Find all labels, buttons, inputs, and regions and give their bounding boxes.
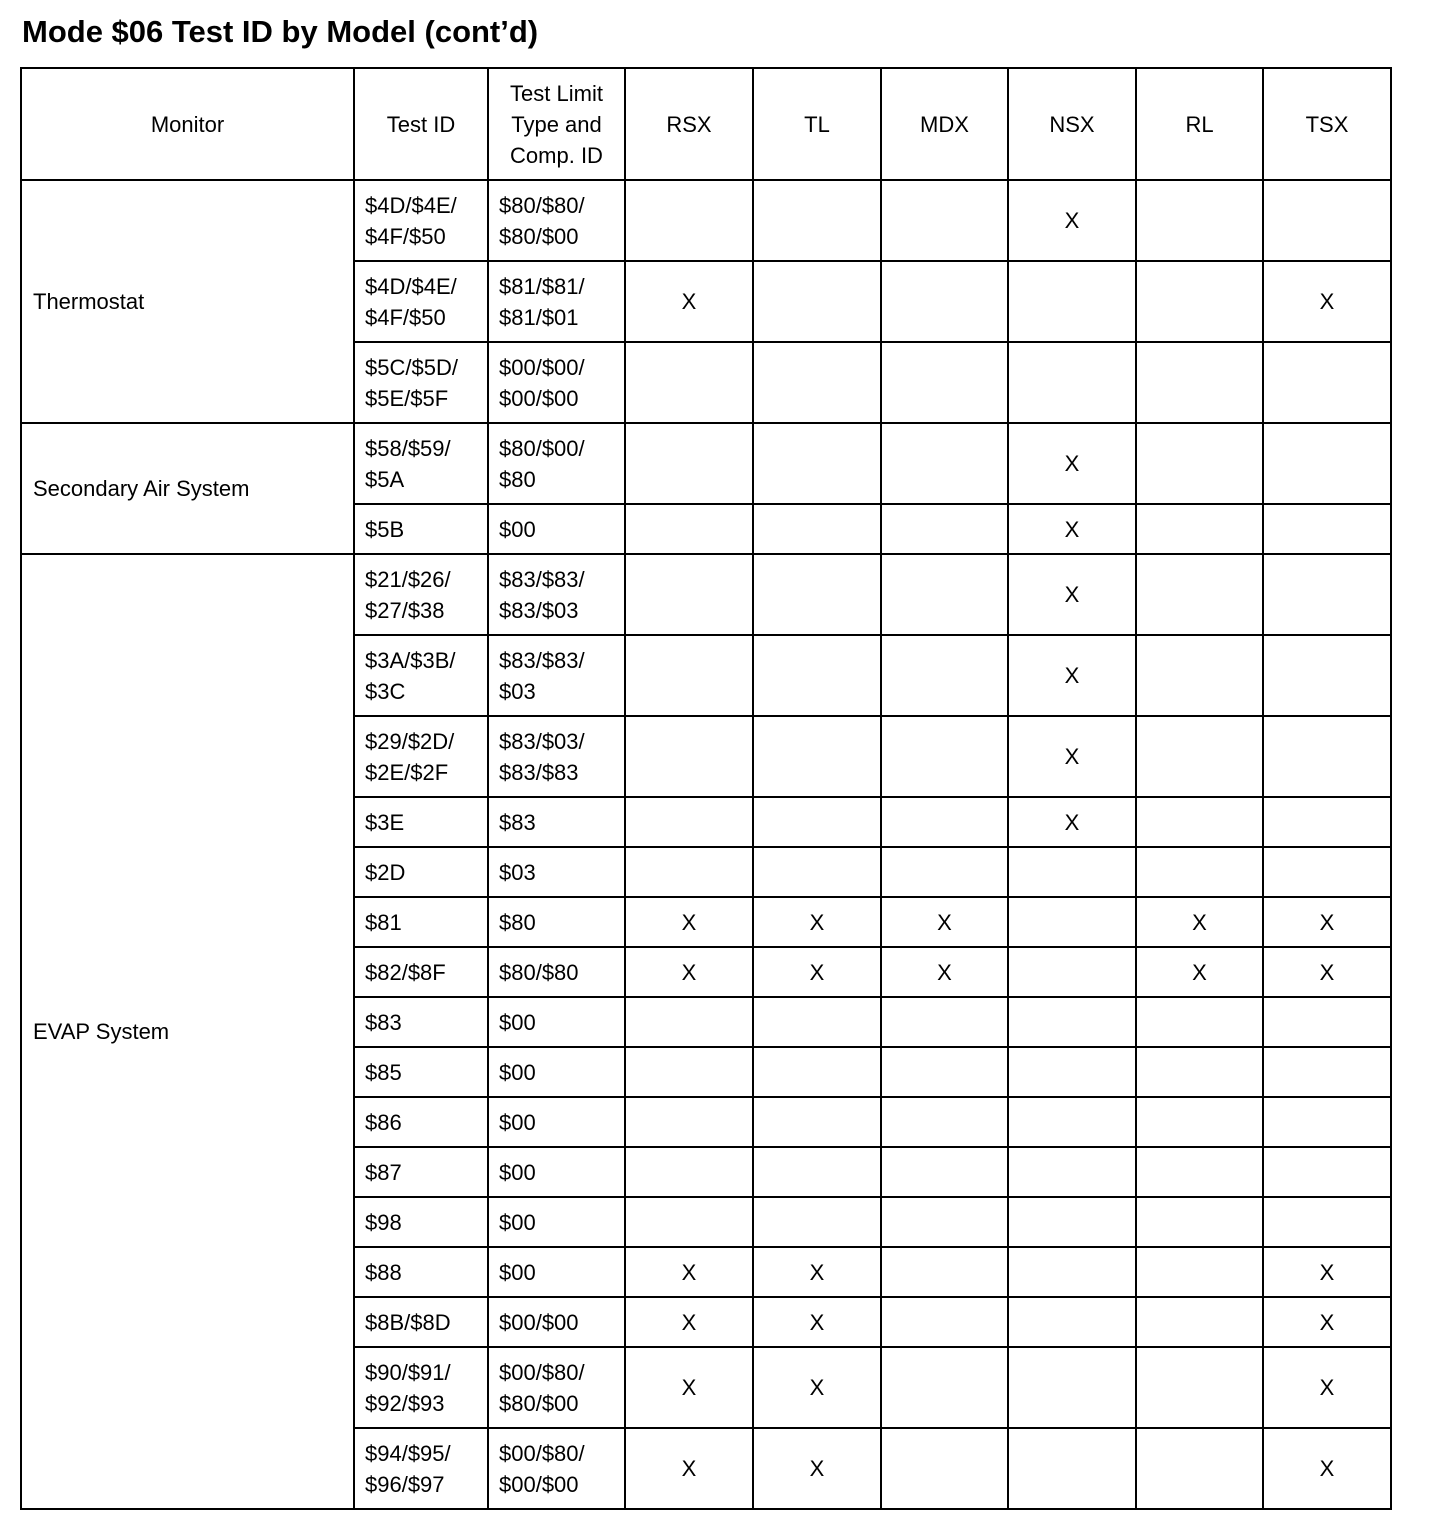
monitor-cell: Thermostat — [21, 180, 354, 423]
test-limit-value: $80/$00/ $80 — [499, 435, 585, 492]
mark-cell-tl — [753, 504, 881, 554]
mark-cell-rl: X — [1136, 947, 1263, 997]
test-limit-cell — [488, 635, 625, 716]
mark-cell-nsx — [1008, 897, 1136, 947]
mark-cell-rl — [1136, 1247, 1263, 1297]
mark-cell-tl: X — [753, 1347, 881, 1428]
mark-cell-mdx — [881, 635, 1008, 716]
mark-cell-tsx: X — [1263, 1297, 1391, 1347]
mark-cell-rsx — [625, 716, 753, 797]
mark-cell-nsx — [1008, 1428, 1136, 1509]
test-id-cell — [354, 1047, 488, 1097]
test-id-cell — [354, 180, 488, 261]
mark-cell-tl — [753, 847, 881, 897]
test-id-value: $2D — [365, 859, 406, 885]
mark-cell-rl — [1136, 1347, 1263, 1428]
test-limit-value: $00/$00 — [499, 1309, 579, 1335]
mark-cell-tsx — [1263, 635, 1391, 716]
test-id-value: $3A/$3B/ $3C — [365, 647, 456, 704]
mark-cell-rl — [1136, 1297, 1263, 1347]
monitor-cell: EVAP System — [21, 554, 354, 1509]
test-limit-value: $00/$80/ $00/$00 — [499, 1440, 585, 1497]
test-limit-cell — [488, 847, 625, 897]
mark-cell-rsx — [625, 1197, 753, 1247]
mark-cell-rl — [1136, 716, 1263, 797]
header-monitor: Monitor — [21, 68, 354, 180]
mark-cell-nsx — [1008, 1297, 1136, 1347]
test-limit-value: $00 — [499, 1109, 536, 1135]
table-row — [21, 180, 1391, 261]
test-id-value: $94/$95/ $96/$97 — [365, 1440, 451, 1497]
mark-cell-tsx: X — [1263, 1347, 1391, 1428]
mark-cell-tsx — [1263, 716, 1391, 797]
test-id-value: $86 — [365, 1109, 402, 1135]
test-limit-value: $03 — [499, 859, 536, 885]
header-row — [21, 68, 1391, 180]
test-id-cell — [354, 947, 488, 997]
header-model-tsx: TSX — [1263, 68, 1391, 180]
test-limit-cell — [488, 716, 625, 797]
mark-cell-rsx — [625, 635, 753, 716]
mark-cell-mdx — [881, 1297, 1008, 1347]
mark-cell-nsx — [1008, 1347, 1136, 1428]
page-title: Mode $06 Test ID by Model (cont’d) — [22, 14, 539, 49]
test-limit-cell — [488, 423, 625, 504]
mark-cell-tsx — [1263, 554, 1391, 635]
mark-cell-rl — [1136, 1197, 1263, 1247]
test-limit-value: $83/$83/ $83/$03 — [499, 566, 585, 623]
mark-cell-nsx — [1008, 1097, 1136, 1147]
test-limit-cell — [488, 554, 625, 635]
test-id-value: $83 — [365, 1009, 402, 1035]
test-id-value: $8B/$8D — [365, 1309, 451, 1335]
mark-cell-tsx — [1263, 1147, 1391, 1197]
mark-cell-nsx: X — [1008, 554, 1136, 635]
mark-cell-tsx — [1263, 797, 1391, 847]
test-id-value: $5B — [365, 516, 405, 542]
mark-cell-rsx: X — [625, 1247, 753, 1297]
mark-cell-mdx — [881, 1047, 1008, 1097]
test-limit-value: $00 — [499, 1009, 536, 1035]
mark-cell-nsx: X — [1008, 180, 1136, 261]
test-limit-value: $00 — [499, 1159, 536, 1185]
test-id-value: $98 — [365, 1209, 402, 1235]
mark-cell-rl — [1136, 847, 1263, 897]
mark-cell-tsx: X — [1263, 947, 1391, 997]
mark-cell-rl — [1136, 342, 1263, 423]
mark-cell-mdx — [881, 847, 1008, 897]
mark-cell-mdx — [881, 261, 1008, 342]
test-id-cell — [354, 1297, 488, 1347]
mark-cell-rsx: X — [625, 897, 753, 947]
test-id-cell — [354, 1428, 488, 1509]
test-id-value: $87 — [365, 1159, 402, 1185]
mark-cell-tl — [753, 997, 881, 1047]
test-id-cell — [354, 847, 488, 897]
test-id-value: $3E — [365, 809, 405, 835]
mark-cell-tsx — [1263, 997, 1391, 1047]
test-limit-cell — [488, 947, 625, 997]
header-model-nsx: NSX — [1008, 68, 1136, 180]
test-id-value: $4D/$4E/ $4F/$50 — [365, 273, 457, 330]
mark-cell-tl — [753, 797, 881, 847]
header-test-limit-label: Test Limit Type and Comp. ID — [510, 80, 603, 168]
monitor-cell: Secondary Air System — [21, 423, 354, 554]
mark-cell-nsx — [1008, 261, 1136, 342]
test-id-value: $5C/$5D/ $5E/$5F — [365, 354, 458, 411]
test-id-cell — [354, 423, 488, 504]
test-id-value: $21/$26/ $27/$38 — [365, 566, 451, 623]
test-limit-value: $00 — [499, 516, 536, 542]
header-model-rl: RL — [1136, 68, 1263, 180]
test-id-value: $85 — [365, 1059, 402, 1085]
mark-cell-tsx — [1263, 847, 1391, 897]
mark-cell-rsx — [625, 1147, 753, 1197]
mark-cell-rsx — [625, 504, 753, 554]
mark-cell-mdx — [881, 180, 1008, 261]
mark-cell-mdx — [881, 1147, 1008, 1197]
test-id-value: $29/$2D/ $2E/$2F — [365, 728, 455, 785]
mark-cell-nsx — [1008, 1147, 1136, 1197]
mark-cell-nsx: X — [1008, 716, 1136, 797]
header-model-tl: TL — [753, 68, 881, 180]
table-row — [21, 423, 1391, 504]
test-id-cell — [354, 635, 488, 716]
mark-cell-mdx — [881, 997, 1008, 1047]
test-id-cell — [354, 261, 488, 342]
mark-cell-rsx: X — [625, 1297, 753, 1347]
test-id-value: $82/$8F — [365, 959, 446, 985]
mark-cell-rsx: X — [625, 1428, 753, 1509]
mark-cell-tl: X — [753, 897, 881, 947]
mark-cell-tl — [753, 423, 881, 504]
mark-cell-nsx — [1008, 1047, 1136, 1097]
test-id-cell — [354, 342, 488, 423]
mark-cell-rl — [1136, 1097, 1263, 1147]
mark-cell-tl: X — [753, 1428, 881, 1509]
test-limit-value: $00 — [499, 1259, 536, 1285]
mark-cell-rsx — [625, 342, 753, 423]
test-limit-value: $80/$80/ $80/$00 — [499, 192, 585, 249]
mark-cell-mdx — [881, 423, 1008, 504]
mark-cell-tsx — [1263, 342, 1391, 423]
mark-cell-rl — [1136, 423, 1263, 504]
mark-cell-nsx: X — [1008, 423, 1136, 504]
mark-cell-tsx: X — [1263, 261, 1391, 342]
test-limit-value: $81/$81/ $81/$01 — [499, 273, 585, 330]
mark-cell-mdx — [881, 716, 1008, 797]
mark-cell-tl — [753, 635, 881, 716]
mark-cell-tl: X — [753, 947, 881, 997]
test-limit-cell — [488, 1197, 625, 1247]
mark-cell-tsx — [1263, 180, 1391, 261]
mark-cell-tl — [753, 342, 881, 423]
mark-cell-rsx: X — [625, 261, 753, 342]
test-limit-cell — [488, 997, 625, 1047]
mark-cell-tl — [753, 180, 881, 261]
test-limit-cell — [488, 1347, 625, 1428]
mark-cell-tl — [753, 716, 881, 797]
mark-cell-rsx — [625, 997, 753, 1047]
test-id-value: $4D/$4E/ $4F/$50 — [365, 192, 457, 249]
mark-cell-nsx: X — [1008, 504, 1136, 554]
mark-cell-nsx — [1008, 997, 1136, 1047]
mark-cell-rl: X — [1136, 897, 1263, 947]
test-id-value: $58/$59/ $5A — [365, 435, 451, 492]
mark-cell-nsx — [1008, 1247, 1136, 1297]
table-row — [21, 554, 1391, 635]
mark-cell-tsx — [1263, 1197, 1391, 1247]
header-test-id: Test ID — [354, 68, 488, 180]
mark-cell-rsx: X — [625, 947, 753, 997]
test-limit-value: $00/$00/ $00/$00 — [499, 354, 585, 411]
test-limit-value: $83/$03/ $83/$83 — [499, 728, 585, 785]
test-id-value: $81 — [365, 909, 402, 935]
header-model-mdx: MDX — [881, 68, 1008, 180]
mark-cell-tl — [753, 1097, 881, 1147]
mark-cell-mdx — [881, 797, 1008, 847]
test-limit-value: $00 — [499, 1209, 536, 1235]
test-limit-value: $83/$83/ $03 — [499, 647, 585, 704]
table-body — [21, 180, 1391, 1509]
mark-cell-rl — [1136, 504, 1263, 554]
test-id-cell — [354, 1347, 488, 1428]
test-id-cell — [354, 797, 488, 847]
test-id-cell — [354, 554, 488, 635]
mark-cell-rl — [1136, 261, 1263, 342]
test-limit-cell — [488, 1428, 625, 1509]
mark-cell-tsx — [1263, 423, 1391, 504]
mark-cell-nsx — [1008, 947, 1136, 997]
mark-cell-rsx: X — [625, 1347, 753, 1428]
test-limit-value: $83 — [499, 809, 536, 835]
mark-cell-tl — [753, 554, 881, 635]
test-limit-cell — [488, 342, 625, 423]
mark-cell-rsx — [625, 554, 753, 635]
mark-cell-nsx: X — [1008, 797, 1136, 847]
mark-cell-tsx: X — [1263, 1247, 1391, 1297]
mark-cell-tsx: X — [1263, 897, 1391, 947]
mark-cell-rsx — [625, 847, 753, 897]
mark-cell-tl: X — [753, 1247, 881, 1297]
mark-cell-tsx — [1263, 1097, 1391, 1147]
mark-cell-rl — [1136, 1047, 1263, 1097]
test-limit-value: $80/$80 — [499, 959, 579, 985]
test-limit-value: $80 — [499, 909, 536, 935]
test-limit-cell — [488, 1297, 625, 1347]
test-id-cell — [354, 1097, 488, 1147]
mark-cell-mdx: X — [881, 897, 1008, 947]
mark-cell-rsx — [625, 1047, 753, 1097]
mark-cell-mdx: X — [881, 947, 1008, 997]
test-limit-cell — [488, 797, 625, 847]
mark-cell-mdx — [881, 1247, 1008, 1297]
mark-cell-tl — [753, 1047, 881, 1097]
test-limit-cell — [488, 504, 625, 554]
mark-cell-tl — [753, 1147, 881, 1197]
mark-cell-tl — [753, 261, 881, 342]
test-limit-cell — [488, 180, 625, 261]
mark-cell-rsx — [625, 423, 753, 504]
mark-cell-tsx — [1263, 1047, 1391, 1097]
mark-cell-rl — [1136, 180, 1263, 261]
test-limit-value: $00/$80/ $80/$00 — [499, 1359, 585, 1416]
test-id-cell — [354, 1147, 488, 1197]
test-id-cell — [354, 997, 488, 1047]
mark-cell-nsx: X — [1008, 635, 1136, 716]
mark-cell-rl — [1136, 797, 1263, 847]
test-limit-cell — [488, 897, 625, 947]
mark-cell-mdx — [881, 1428, 1008, 1509]
mark-cell-nsx — [1008, 1197, 1136, 1247]
test-limit-value: $00 — [499, 1059, 536, 1085]
test-id-cell — [354, 1197, 488, 1247]
mark-cell-rl — [1136, 1147, 1263, 1197]
mark-cell-mdx — [881, 554, 1008, 635]
mark-cell-mdx — [881, 1097, 1008, 1147]
test-id-cell — [354, 897, 488, 947]
test-limit-cell — [488, 261, 625, 342]
mark-cell-rsx — [625, 1097, 753, 1147]
mark-cell-rsx — [625, 797, 753, 847]
mark-cell-mdx — [881, 342, 1008, 423]
test-limit-cell — [488, 1147, 625, 1197]
test-limit-cell — [488, 1247, 625, 1297]
test-id-value: $88 — [365, 1259, 402, 1285]
mark-cell-rl — [1136, 635, 1263, 716]
mark-cell-tl — [753, 1197, 881, 1247]
test-id-table — [20, 67, 1392, 1510]
mark-cell-tl: X — [753, 1297, 881, 1347]
mark-cell-rl — [1136, 554, 1263, 635]
test-id-cell — [354, 716, 488, 797]
test-id-value: $90/$91/ $92/$93 — [365, 1359, 451, 1416]
mark-cell-tsx: X — [1263, 1428, 1391, 1509]
test-id-cell — [354, 504, 488, 554]
header-model-rsx: RSX — [625, 68, 753, 180]
mark-cell-nsx — [1008, 847, 1136, 897]
test-id-cell — [354, 1247, 488, 1297]
test-limit-cell — [488, 1097, 625, 1147]
mark-cell-mdx — [881, 1197, 1008, 1247]
mark-cell-rl — [1136, 997, 1263, 1047]
mark-cell-nsx — [1008, 342, 1136, 423]
test-limit-cell — [488, 1047, 625, 1097]
header-test-limit — [488, 68, 625, 180]
mark-cell-rl — [1136, 1428, 1263, 1509]
mark-cell-tsx — [1263, 504, 1391, 554]
mark-cell-mdx — [881, 1347, 1008, 1428]
mark-cell-mdx — [881, 504, 1008, 554]
mark-cell-rsx — [625, 180, 753, 261]
